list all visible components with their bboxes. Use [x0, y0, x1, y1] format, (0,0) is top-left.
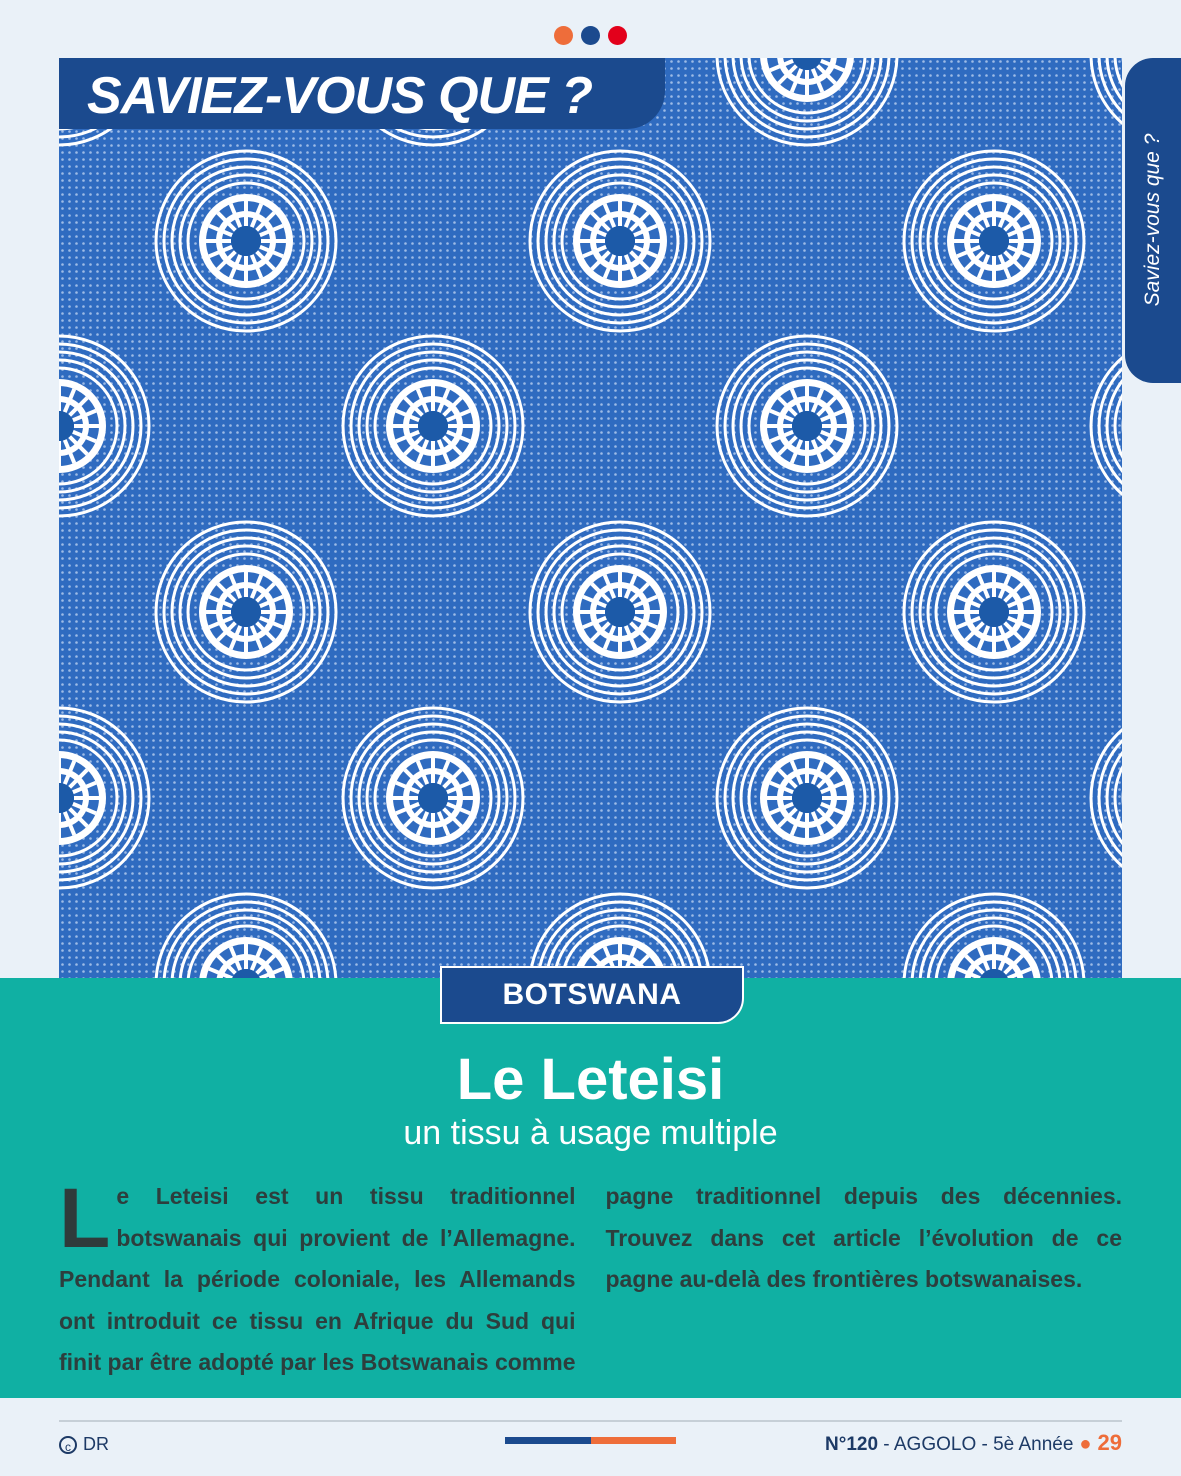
section-title-banner: [59, 58, 665, 129]
drop-cap: L: [59, 1171, 111, 1265]
credit-text: DR: [83, 1434, 109, 1454]
copyright-icon: c: [59, 1436, 77, 1454]
side-tab-label: Saviez-vous que ?: [1141, 133, 1164, 307]
blue-bar: [505, 1437, 591, 1444]
side-section-tab: [1125, 58, 1181, 383]
section-title: SAVIEZ-VOUS QUE ?: [87, 67, 592, 125]
orange-dot: [554, 26, 573, 45]
red-dot: [608, 26, 627, 45]
orange-bar: [591, 1437, 676, 1444]
footer-divider: [59, 1420, 1122, 1422]
article-subheadline: un tissu à usage multiple: [403, 1114, 778, 1152]
footer-color-bars: [505, 1437, 676, 1444]
page-number: 29: [1097, 1430, 1122, 1455]
photo-credit: [59, 1434, 109, 1455]
page-folio: [825, 1430, 1122, 1456]
issue-number: N°120: [825, 1434, 879, 1455]
decorative-dots: [554, 26, 628, 44]
magazine-info: - AGGOLO - 5è Année: [878, 1434, 1074, 1455]
article-body: [59, 1171, 1122, 1386]
article-headline: Le Leteisi: [456, 1047, 725, 1112]
blue-dot: [581, 26, 600, 45]
separator-dot-icon: ●: [1079, 1433, 1092, 1455]
article-body-text: e Leteisi est un tissu traditionnel botswanais qui provient de l’Allemagne. Pendant la période coloniale, les Allemands ont introduit ce tissu en Afrique du Sud qui finit par être adopté par les Botswanais comme pagne traditionnel depuis des décennies. Trouvez dans cet article l’évolution de ce pagne au-delà des frontières botswanaises.: [59, 1183, 1122, 1375]
leteisi-fabric-image: [59, 58, 1122, 978]
country-badge: BOTSWANA: [440, 966, 744, 1024]
